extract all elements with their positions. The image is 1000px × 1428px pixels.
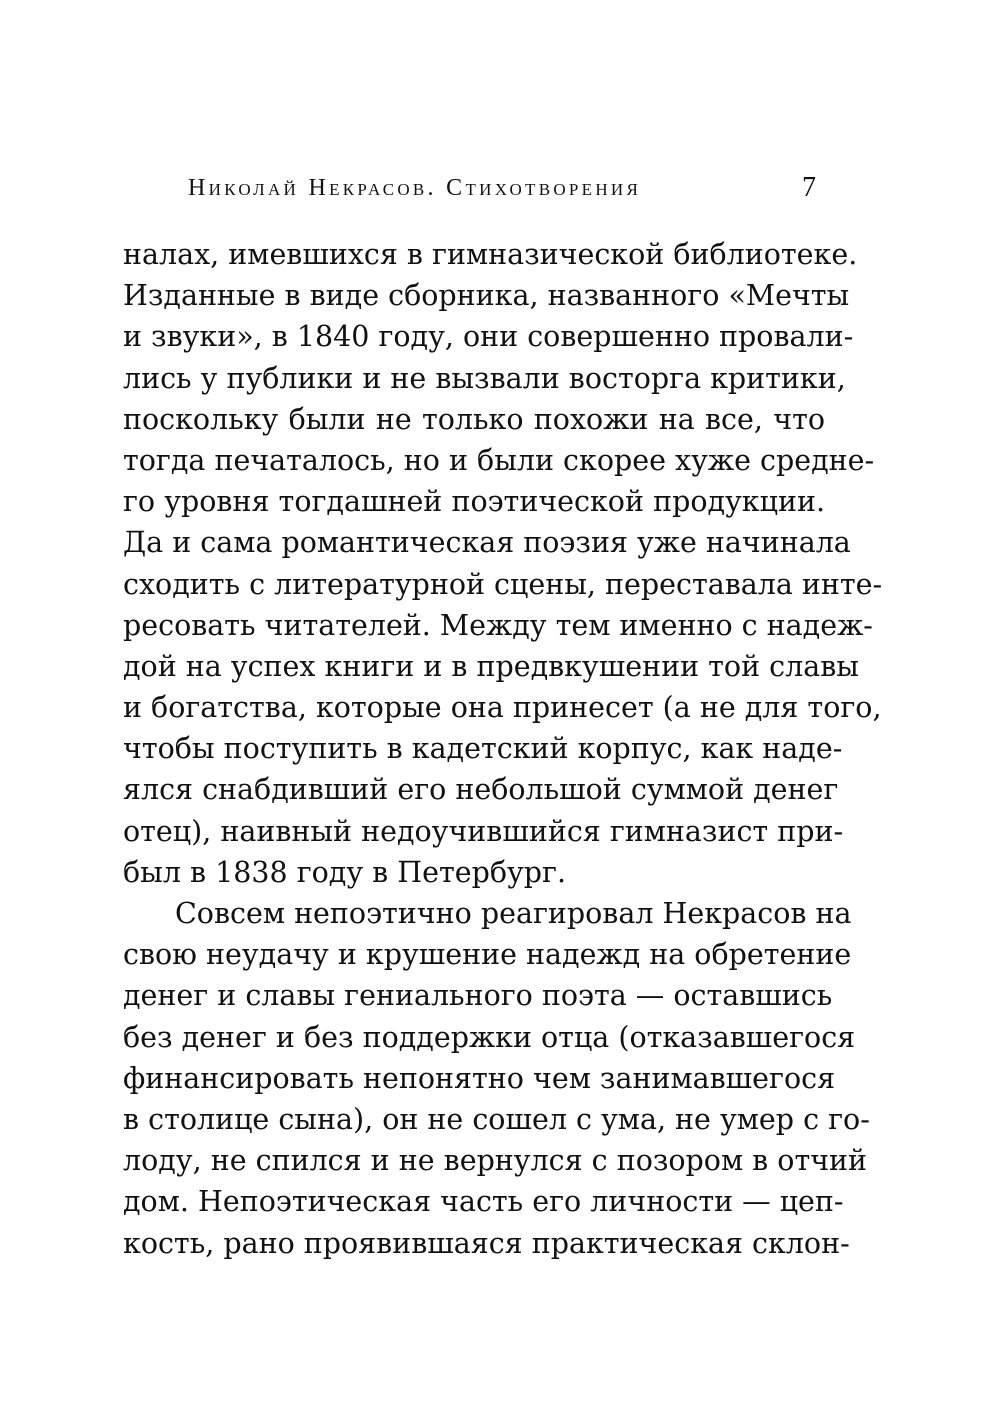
paragraph-1: [123, 234, 883, 893]
text-line: дой на успех книги и в предвкушении той славы: [123, 649, 859, 683]
text-line: налах, имевшихся в гимназической библиотеке.: [123, 238, 858, 271]
text-line: денег и славы гениального поэта — оставшись: [123, 979, 833, 1013]
text-line: был в 1838 году в Петербург.: [123, 855, 567, 889]
page-number: 7: [802, 172, 816, 203]
text-line: лись у публики и не вызвали восторга критики,: [123, 361, 846, 395]
text-line: Совсем непоэтично реагировал Некрасов на: [175, 897, 852, 930]
text-line: свою неудачу и крушение надежд на обретение: [123, 938, 852, 972]
text-line: дом. Непоэтическая часть его личности — цеп-: [123, 1185, 844, 1219]
text-line: и звуки», в 1840 году, они совершенно провали-: [123, 320, 854, 354]
text-line: сходить с литературной сцены, переставала инте-: [123, 567, 883, 601]
text-line: тогда печаталось, но и были скорее хуже средне-: [123, 443, 875, 477]
running-head: [188, 170, 824, 206]
text-line: поскольку были не только похожи на все, что: [123, 402, 825, 436]
text-line: кость, рано проявившаяся практическая склон-: [123, 1226, 850, 1260]
text-line: Да и сама романтическая поэзия уже начинала: [123, 526, 851, 560]
text-line: чтобы поступить в кадетский корпус, как наде-: [123, 732, 843, 766]
text-line: лоду, не спился и не вернулся с позором в отчий: [123, 1144, 868, 1178]
text-line: го уровня тогдашней поэтической продукции.: [123, 485, 825, 519]
text-line: без денег и без поддержки отца (отказавшегося: [123, 1020, 856, 1054]
text-line: отец), наивный недоучившийся гимназист при-: [123, 814, 844, 848]
text-line: ресовать читателей. Между тем именно с надеж-: [123, 608, 873, 642]
running-title: Николай Некрасов. Стихотворения: [188, 175, 642, 201]
text-line: и богатства, которые она принесет (а не для того,: [123, 691, 882, 725]
text-line: ялся снабдивший его небольшой суммой денег: [123, 773, 839, 807]
body-text: [123, 234, 883, 1264]
text-line: финансировать непонятно чем занимавшегося: [123, 1061, 836, 1095]
paragraph-2: [123, 893, 870, 1264]
text-line: в столице сына), он не сошел с ума, не умер с го-: [123, 1102, 870, 1136]
text-line: Изданные в виде сборника, названного «Мечты: [123, 279, 850, 313]
